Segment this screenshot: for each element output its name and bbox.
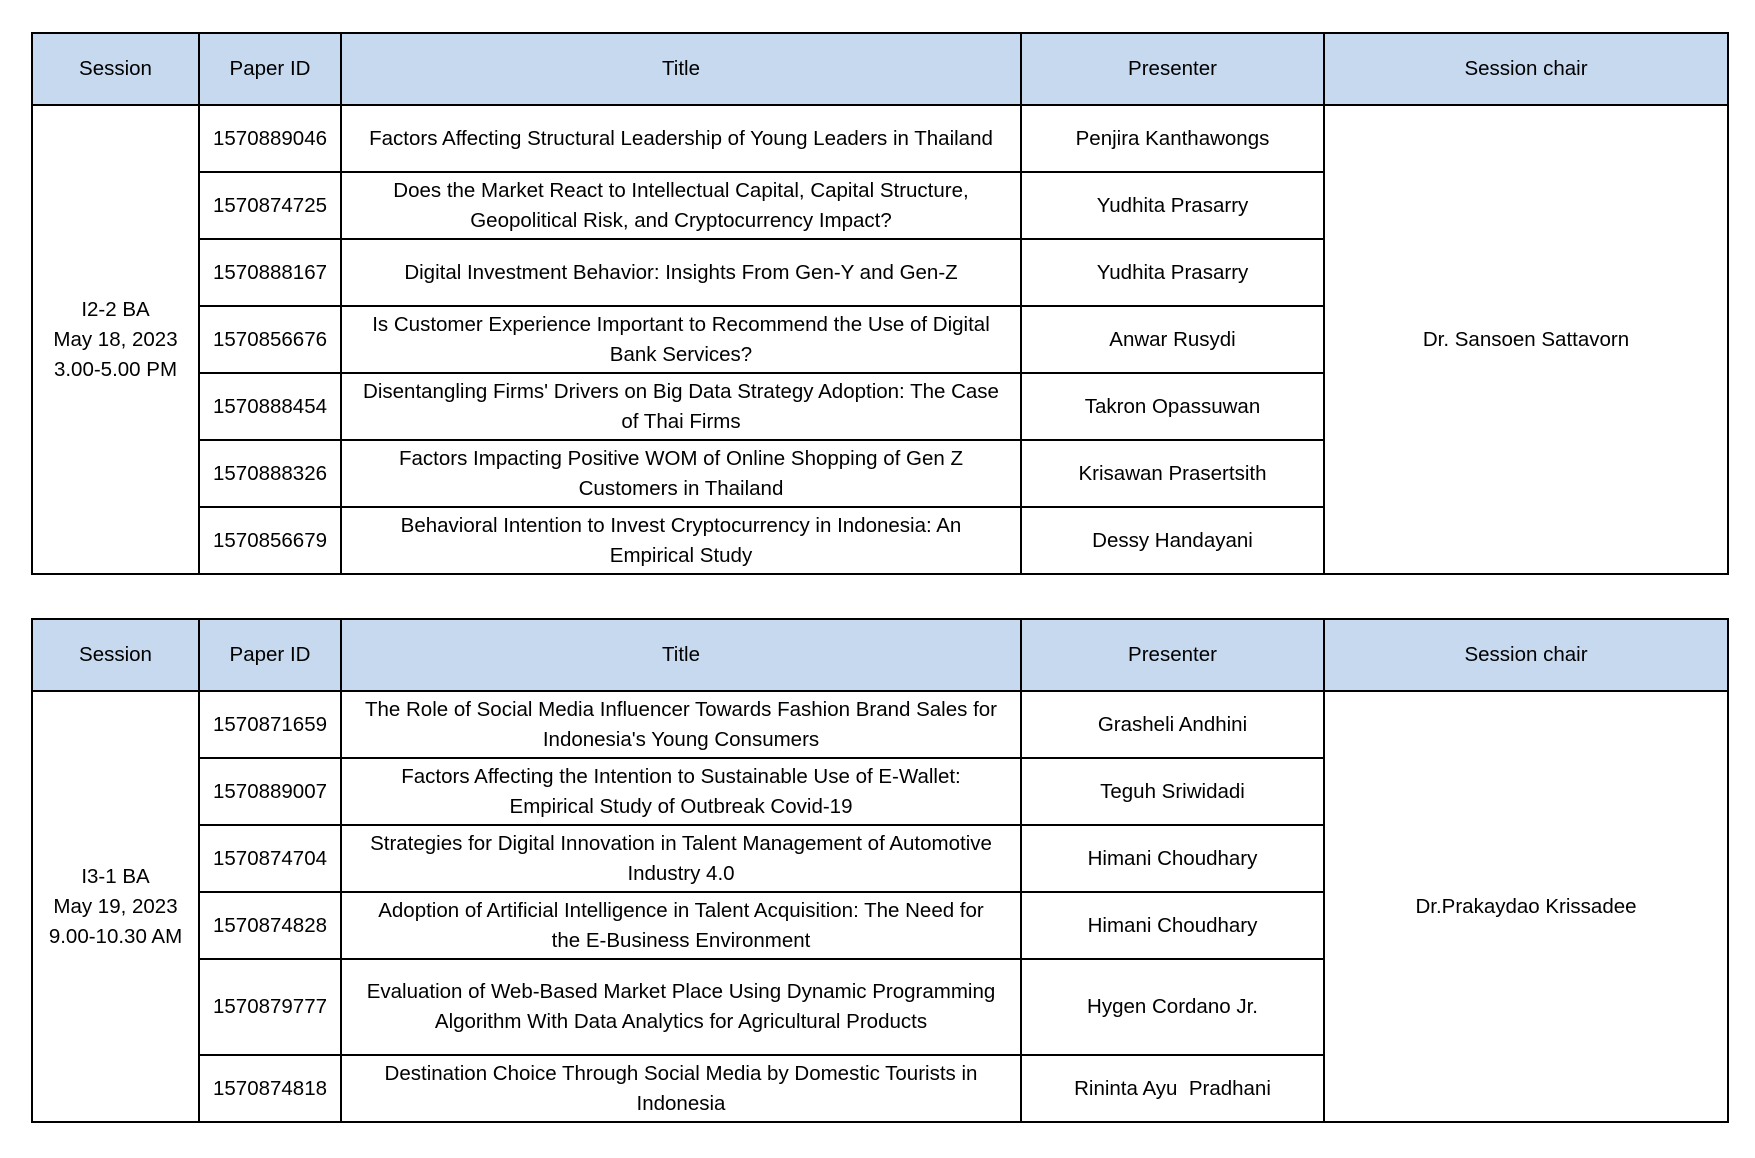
paper-id: 1570879777	[199, 959, 341, 1055]
paper-title-line: Geopolitical Risk, and Cryptocurrency Impact?	[470, 208, 892, 232]
paper-id: 1570874725	[199, 172, 341, 239]
session-info	[32, 691, 199, 1122]
paper-title	[341, 373, 1021, 440]
paper-title	[341, 172, 1021, 239]
presenter: Teguh Sriwidadi	[1021, 758, 1324, 825]
header-session-chair: Session chair	[1324, 619, 1728, 691]
paper-id: 1570874818	[199, 1055, 341, 1122]
paper-title	[341, 440, 1021, 507]
paper-title-line: Empirical Study of Outbreak Covid-19	[509, 794, 853, 818]
header-presenter: Presenter	[1021, 33, 1324, 105]
paper-title	[341, 507, 1021, 574]
paper-title	[341, 691, 1021, 758]
paper-title-line: Disentangling Firms' Drivers on Big Data Strategy Adoption: The Case	[363, 379, 999, 403]
presenter: Himani Choudhary	[1021, 825, 1324, 892]
paper-title-line: Industry 4.0	[627, 861, 735, 885]
paper-id: 1570888167	[199, 239, 341, 306]
paper-title-line: Customers in Thailand	[578, 476, 784, 500]
header-title: Title	[341, 619, 1021, 691]
session-table-2	[31, 618, 1729, 1123]
header-session: Session	[32, 33, 199, 105]
paper-title-line: Indonesia's Young Consumers	[542, 727, 820, 751]
paper-id: 1570889007	[199, 758, 341, 825]
paper-title	[341, 758, 1021, 825]
presenter: Grasheli Andhini	[1021, 691, 1324, 758]
session-time: 9.00-10.30 AM	[48, 924, 183, 948]
paper-title-line: Algorithm With Data Analytics for Agricultural Products	[434, 1010, 928, 1033]
session-date: May 18, 2023	[53, 327, 178, 351]
paper-title-line: of Thai Firms	[621, 409, 741, 433]
header-presenter: Presenter	[1021, 619, 1324, 691]
paper-id: 1570871659	[199, 691, 341, 758]
presenter: Himani Choudhary	[1021, 892, 1324, 959]
paper-title	[341, 892, 1021, 959]
table-row	[32, 691, 1728, 758]
table-header-row	[32, 619, 1728, 691]
session-code: I2-2 BA	[81, 297, 150, 321]
paper-title	[341, 1055, 1021, 1122]
paper-title	[341, 105, 1021, 172]
header-session: Session	[32, 619, 199, 691]
paper-id: 1570874828	[199, 892, 341, 959]
paper-id: 1570889046	[199, 105, 341, 172]
paper-title-line: Does the Market React to Intellectual Capital, Capital Structure,	[393, 178, 969, 202]
header-title: Title	[341, 33, 1021, 105]
presenter: Rininta Ayu Pradhani	[1021, 1055, 1324, 1122]
paper-id: 1570874704	[199, 825, 341, 892]
paper-title-line: Digital Investment Behavior: Insights From Gen-Y and Gen-Z	[404, 260, 958, 284]
paper-title	[341, 239, 1021, 306]
session-chair: Dr.Prakaydao Krissadee	[1324, 691, 1728, 1122]
session-chair: Dr. Sansoen Sattavorn	[1324, 105, 1728, 574]
paper-id: 1570888326	[199, 440, 341, 507]
session-code: I3-1 BA	[81, 864, 150, 888]
header-paper-id: Paper ID	[199, 619, 341, 691]
paper-title-line: Empirical Study	[609, 543, 753, 567]
session-info	[32, 105, 199, 574]
table-header-row	[32, 33, 1728, 105]
paper-title-line: the E-Business Environment	[551, 928, 811, 952]
session-date: May 19, 2023	[53, 894, 178, 918]
table-row	[32, 105, 1728, 172]
paper-title-line: Behavioral Intention to Invest Cryptocurrency in Indonesia: An	[400, 513, 962, 537]
session-table-1	[31, 32, 1729, 575]
paper-title	[341, 959, 1021, 1055]
paper-title-line: Indonesia	[636, 1091, 726, 1115]
header-paper-id: Paper ID	[199, 33, 341, 105]
paper-title-line: The Role of Social Media Influencer Towards Fashion Brand Sales for	[364, 697, 998, 721]
presenter: Dessy Handayani	[1021, 507, 1324, 574]
presenter: Takron Opassuwan	[1021, 373, 1324, 440]
presenter: Anwar Rusydi	[1021, 306, 1324, 373]
paper-title	[341, 306, 1021, 373]
presenter: Hygen Cordano Jr.	[1021, 959, 1324, 1055]
paper-title-line: Factors Affecting the Intention to Sustainable Use of E-Wallet:	[401, 764, 961, 788]
paper-title-line: Bank Services?	[609, 342, 753, 366]
presenter: Penjira Kanthawongs	[1021, 105, 1324, 172]
paper-title-line: Strategies for Digital Innovation in Talent Management of Automotive	[370, 831, 992, 855]
paper-title-line: Adoption of Artificial Intelligence in Talent Acquisition: The Need for	[378, 898, 984, 922]
paper-title-line: Evaluation of Web-Based Market Place Using Dynamic Programming	[366, 980, 996, 1003]
session-time: 3.00-5.00 PM	[53, 357, 178, 381]
presenter: Krisawan Prasertsith	[1021, 440, 1324, 507]
presenter: Yudhita Prasarry	[1021, 239, 1324, 306]
paper-id: 1570888454	[199, 373, 341, 440]
header-session-chair: Session chair	[1324, 33, 1728, 105]
paper-title-line: Is Customer Experience Important to Recommend the Use of Digital	[372, 312, 990, 336]
paper-title-line: Destination Choice Through Social Media by Domestic Tourists in	[384, 1061, 978, 1085]
paper-title-line: Factors Impacting Positive WOM of Online Shopping of Gen Z	[399, 446, 963, 470]
paper-id: 1570856676	[199, 306, 341, 373]
paper-title-line: Factors Affecting Structural Leadership of Young Leaders in Thailand	[369, 126, 993, 150]
paper-title	[341, 825, 1021, 892]
paper-id: 1570856679	[199, 507, 341, 574]
presenter: Yudhita Prasarry	[1021, 172, 1324, 239]
